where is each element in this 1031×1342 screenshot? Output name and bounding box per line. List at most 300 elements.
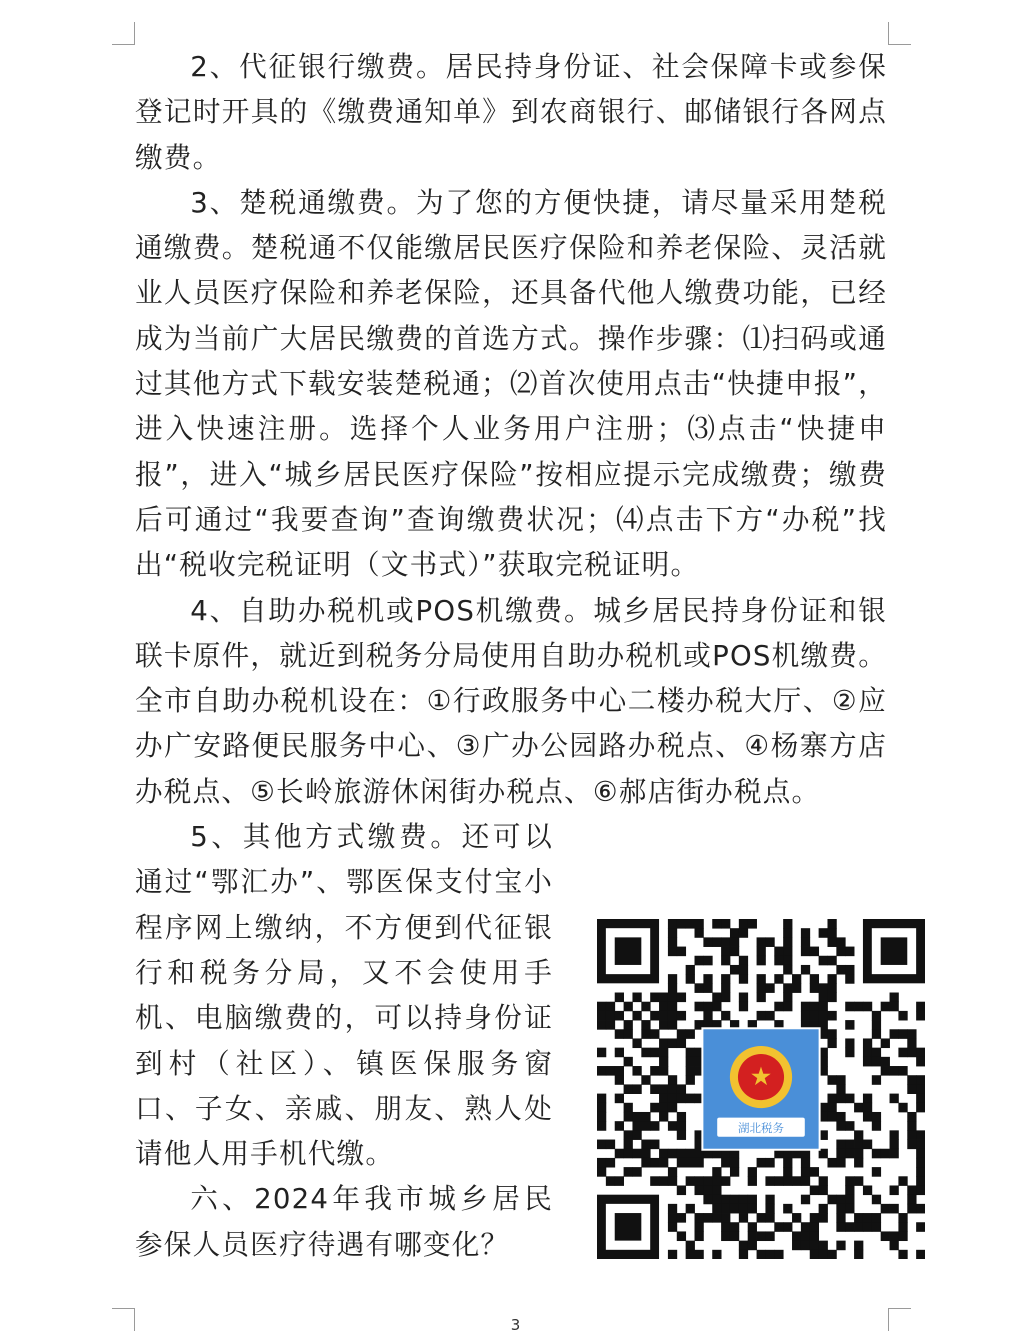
qr-module <box>916 1048 925 1058</box>
qr-module <box>774 956 783 966</box>
qr-module <box>686 919 695 929</box>
qr-module <box>845 1038 854 1048</box>
qr-module <box>916 1250 925 1259</box>
qr-module <box>695 1231 704 1241</box>
qr-module <box>801 1195 810 1205</box>
qr-module <box>739 974 748 984</box>
qr-module <box>739 1195 748 1205</box>
qr-module <box>624 1167 633 1177</box>
qr-module <box>845 1222 854 1232</box>
qr-module <box>792 974 801 984</box>
qr-module <box>819 1241 828 1251</box>
qr-module <box>668 1167 677 1177</box>
qr-module <box>827 974 836 984</box>
qr-module <box>641 1140 650 1150</box>
qr-module <box>739 928 748 938</box>
qr-module <box>810 947 819 957</box>
qr-module <box>863 1048 872 1058</box>
qr-module <box>881 1231 890 1241</box>
qr-module <box>632 1084 641 1094</box>
qr-module <box>650 1103 659 1113</box>
qr-module <box>597 1112 606 1122</box>
qr-module <box>810 1213 819 1223</box>
qr-module <box>872 1075 881 1085</box>
qr-module <box>739 1250 748 1259</box>
qr-module <box>907 1204 916 1214</box>
qr-module <box>881 1002 890 1012</box>
qr-module <box>827 1250 836 1259</box>
qr-module <box>597 1020 606 1030</box>
paragraph-other-payment: 5、其他方式缴费。还可以通过“鄂汇办”、鄂医保支付宝小程序网上缴纳，不方便到代征银行和税务分局，又不会使用手机、电脑缴费的，可以持身份证到村（社区）、镇医保服务窗口、子女、亲戚、朋友、熟人处请他人用手机代缴。 <box>135 820 553 1171</box>
qr-module <box>703 1213 712 1223</box>
qr-module <box>898 1213 907 1223</box>
qr-module <box>845 1048 854 1058</box>
qr-module <box>854 1130 863 1140</box>
qr-module <box>650 1011 659 1021</box>
qr-module <box>792 1213 801 1223</box>
qr-module <box>677 1094 686 1104</box>
qr-module <box>863 1222 872 1232</box>
qr-module <box>916 1158 925 1168</box>
qr-finder-core <box>615 937 642 965</box>
qr-module <box>783 1222 792 1232</box>
qr-module <box>624 1149 633 1159</box>
qr-module <box>872 1222 881 1232</box>
qr-module <box>677 919 686 929</box>
qr-module <box>836 1213 845 1223</box>
qr-module <box>641 1149 650 1159</box>
qr-module <box>836 1149 845 1159</box>
qr-module <box>898 1222 907 1232</box>
qr-module <box>863 1213 872 1223</box>
qr-module <box>810 1231 819 1241</box>
qr-module <box>819 983 828 993</box>
qr-module <box>650 1066 659 1076</box>
qr-module <box>686 1048 695 1058</box>
qr-module <box>765 1195 774 1205</box>
qr-module <box>819 1204 828 1214</box>
qr-module <box>624 1002 633 1012</box>
qr-module <box>916 1011 925 1021</box>
qr-module <box>650 1048 659 1058</box>
qr-module <box>854 1250 863 1259</box>
qr-module <box>845 1185 854 1195</box>
qr-module <box>907 1084 916 1094</box>
qr-module <box>765 1213 774 1223</box>
qr-module <box>757 1231 766 1241</box>
qr-module <box>881 1066 890 1076</box>
qr-module <box>916 1075 925 1085</box>
qr-module <box>695 1185 704 1195</box>
qr-module <box>801 1241 810 1251</box>
qr-module <box>783 947 792 957</box>
qr-module <box>703 983 712 993</box>
qr-module <box>641 1020 650 1030</box>
qr-module <box>890 1241 899 1251</box>
qr-module <box>624 1130 633 1140</box>
qr-module <box>827 919 836 929</box>
qr-module <box>668 1038 677 1048</box>
qr-module <box>801 965 810 975</box>
qr-module <box>641 1075 650 1085</box>
qr-module <box>615 1121 624 1131</box>
qr-module <box>827 956 836 966</box>
qr-module <box>757 956 766 966</box>
qr-module <box>845 1121 854 1131</box>
qr-module <box>730 965 739 975</box>
qr-finder-core <box>615 1213 642 1241</box>
qr-module <box>801 1167 810 1177</box>
qr-module <box>650 1084 659 1094</box>
qr-module <box>668 1222 677 1232</box>
qr-module <box>907 1130 916 1140</box>
qr-module <box>819 1176 828 1186</box>
qr-module <box>854 1002 863 1012</box>
qr-module <box>783 1002 792 1012</box>
qr-module <box>836 1084 845 1094</box>
qr-module <box>615 1149 624 1159</box>
qr-module <box>650 1029 659 1039</box>
qr-module <box>668 928 677 938</box>
qr-module <box>730 947 739 957</box>
qr-module <box>695 928 704 938</box>
qr-module <box>836 965 845 975</box>
qr-module <box>863 1185 872 1195</box>
qr-module <box>668 1020 677 1030</box>
qr-module <box>668 1213 677 1223</box>
qr-module <box>819 1185 828 1195</box>
qr-module <box>668 919 677 929</box>
qr-module <box>765 983 774 993</box>
qr-module <box>863 1057 872 1067</box>
qr-module <box>898 1103 907 1113</box>
qr-module <box>632 1121 641 1131</box>
emblem-star-icon: ★ <box>749 1061 773 1092</box>
qr-module <box>907 1140 916 1150</box>
qr-module <box>677 1011 686 1021</box>
qr-module <box>845 1094 854 1104</box>
qr-module <box>606 1140 615 1150</box>
qr-module <box>721 1176 730 1186</box>
qr-module <box>810 1185 819 1195</box>
qr-module <box>757 937 766 947</box>
qr-module <box>890 1002 899 1012</box>
qr-module <box>739 1241 748 1251</box>
qr-module <box>872 1057 881 1067</box>
qr-module <box>916 1084 925 1094</box>
qr-module <box>686 1066 695 1076</box>
qr-module <box>872 1029 881 1039</box>
qr-module <box>845 974 854 984</box>
qr-module <box>597 1094 606 1104</box>
qr-module <box>659 1002 668 1012</box>
qr-module <box>677 1231 686 1241</box>
qr-module <box>916 1140 925 1150</box>
qr-module <box>739 993 748 1003</box>
qr-finder-core <box>881 937 908 965</box>
qr-module <box>916 1185 925 1195</box>
qr-module <box>827 983 836 993</box>
qr-module <box>765 1231 774 1241</box>
qr-module <box>703 1011 712 1021</box>
qr-module <box>695 983 704 993</box>
qr-module <box>907 1029 916 1039</box>
qr-module <box>907 1121 916 1131</box>
qr-module <box>624 1112 633 1122</box>
qr-module <box>783 1167 792 1177</box>
qr-module <box>863 1140 872 1150</box>
qr-module <box>632 1066 641 1076</box>
qr-module <box>615 1176 624 1186</box>
qr-module <box>916 1204 925 1214</box>
qr-module <box>659 1094 668 1104</box>
qr-module <box>659 1057 668 1067</box>
qr-module <box>730 937 739 947</box>
qr-module <box>890 1149 899 1159</box>
qr-module <box>890 1185 899 1195</box>
qr-module <box>632 1112 641 1122</box>
qr-module <box>827 1158 836 1168</box>
qr-module <box>783 956 792 966</box>
qr-module <box>730 1158 739 1168</box>
qr-module <box>668 1075 677 1085</box>
qr-module <box>819 928 828 938</box>
qr-module <box>650 1140 659 1150</box>
paragraph-chushuitong-payment: 3、楚税通缴费。为了您的方便快捷，请尽量采用楚税通缴费。楚税通不仅能缴居民医疗保险和养老保险、灵活就业人员医疗保险和养老保险，还具备代他人缴费功能，已经成为当前广大居民缴费的首选方式。操作步骤：⑴扫码或通过其他方式下载安装楚税通；⑵首次使用点击“快捷申报”，进入快速注册。选择个人业务用户注册；⑶点击“快捷申报”，进入“城乡居民医疗保险”按相应提示完成缴费；缴费后可通过“我要查询”查询缴费状况；⑷点击下方“办税”找出“税收完税证明（文书式）”获取完税证明。 <box>135 185 887 582</box>
qr-module <box>615 1066 624 1076</box>
qr-module <box>686 1029 695 1039</box>
qr-module <box>898 1250 907 1259</box>
qr-module <box>730 1204 739 1214</box>
qr-module <box>695 1250 704 1259</box>
qr-module <box>916 1057 925 1067</box>
qr-module <box>677 1029 686 1039</box>
qr-module <box>872 1121 881 1131</box>
qr-module <box>881 1038 890 1048</box>
qr-module <box>890 1094 899 1104</box>
qr-module <box>890 1140 899 1150</box>
qr-module <box>659 1048 668 1058</box>
qr-module <box>765 1204 774 1214</box>
qr-module <box>916 1103 925 1113</box>
qr-module <box>641 1112 650 1122</box>
qr-module <box>845 1176 854 1186</box>
qr-module <box>916 1094 925 1104</box>
qr-module <box>659 1149 668 1159</box>
qr-module <box>677 947 686 957</box>
qr-module <box>890 1130 899 1140</box>
qr-module <box>677 1084 686 1094</box>
qr-module <box>703 956 712 966</box>
qr-module <box>890 1231 899 1241</box>
qr-module <box>703 937 712 947</box>
qr-module <box>686 1204 695 1214</box>
qr-module <box>783 983 792 993</box>
qr-module <box>801 1002 810 1012</box>
qr-module <box>748 1176 757 1186</box>
qr-module <box>597 1002 606 1012</box>
qr-module <box>872 1048 881 1058</box>
qr-module <box>650 993 659 1003</box>
qr-module <box>765 1176 774 1186</box>
qr-module <box>712 1185 721 1195</box>
qr-module <box>695 1213 704 1223</box>
qr-module <box>854 1140 863 1150</box>
qr-module <box>783 965 792 975</box>
qr-module <box>827 1029 836 1039</box>
qr-module <box>801 1222 810 1232</box>
qr-module <box>668 1121 677 1131</box>
qr-module <box>712 993 721 1003</box>
qr-module <box>686 1250 695 1259</box>
qr-module <box>845 1204 854 1214</box>
qr-module <box>668 1084 677 1094</box>
qr-module <box>898 1066 907 1076</box>
qr-module <box>872 1011 881 1021</box>
qr-module <box>907 1195 916 1205</box>
qr-module <box>881 1057 890 1067</box>
logo-caption: 湖北税务 <box>737 1121 785 1136</box>
qr-module <box>659 1158 668 1168</box>
qr-module <box>686 1158 695 1168</box>
qr-module <box>863 1112 872 1122</box>
qr-module <box>739 965 748 975</box>
qr-module <box>677 1158 686 1168</box>
qr-module <box>757 1250 766 1259</box>
qr-module <box>712 1195 721 1205</box>
qr-module <box>783 919 792 929</box>
qr-module <box>916 1130 925 1140</box>
qr-module <box>854 1213 863 1223</box>
qr-module <box>783 937 792 947</box>
qr-module <box>703 1002 712 1012</box>
qr-module <box>898 1011 907 1021</box>
qr-module <box>703 1195 712 1205</box>
qr-module <box>624 1140 633 1150</box>
qr-module <box>597 1103 606 1113</box>
qr-module <box>916 1002 925 1012</box>
qr-module <box>686 1094 695 1104</box>
qr-module <box>721 1213 730 1223</box>
qr-module <box>712 919 721 929</box>
qr-module <box>659 1038 668 1048</box>
qr-module <box>801 947 810 957</box>
qr-module <box>872 1167 881 1177</box>
qr-module <box>730 1195 739 1205</box>
qr-module <box>916 1167 925 1177</box>
qr-module <box>836 1112 845 1122</box>
qr-module <box>863 1038 872 1048</box>
qr-module <box>872 1213 881 1223</box>
qr-module <box>712 1204 721 1214</box>
qr-module <box>792 1176 801 1186</box>
qr-module <box>872 1020 881 1030</box>
qr-module <box>845 1020 854 1030</box>
qr-module <box>659 1176 668 1186</box>
qr-module <box>881 1149 890 1159</box>
qr-module <box>677 1149 686 1159</box>
qr-module <box>748 1204 757 1214</box>
qr-module <box>606 1066 615 1076</box>
qr-module <box>854 1158 863 1168</box>
section-heading-2024-changes: 六、2024年我市城乡居民参保人员医疗待遇有哪变化？ <box>135 1182 553 1261</box>
qr-module <box>890 993 899 1003</box>
qr-module <box>801 1231 810 1241</box>
qr-module <box>845 1149 854 1159</box>
qr-module <box>695 1222 704 1232</box>
qr-module <box>792 1231 801 1241</box>
qr-module <box>703 1185 712 1195</box>
qr-module <box>898 1176 907 1186</box>
qr-module <box>854 1149 863 1159</box>
qr-module <box>757 1011 766 1021</box>
qr-module <box>641 1002 650 1012</box>
qr-module <box>632 1167 641 1177</box>
qr-module <box>730 1167 739 1177</box>
qr-module <box>668 1204 677 1214</box>
qr-module <box>606 1002 615 1012</box>
qr-module <box>907 1075 916 1085</box>
qr-module <box>845 1002 854 1012</box>
qr-module <box>615 1029 624 1039</box>
qr-module <box>721 937 730 947</box>
qr-module <box>597 1158 606 1168</box>
qr-module <box>668 974 677 984</box>
qr-module <box>641 1048 650 1058</box>
qr-module <box>774 1222 783 1232</box>
qr-module <box>774 1250 783 1259</box>
qr-module <box>783 928 792 938</box>
qr-module <box>597 1011 606 1021</box>
qr-module <box>827 1094 836 1104</box>
qr-module <box>650 1158 659 1168</box>
qr-module <box>827 1038 836 1048</box>
qr-module <box>730 1231 739 1241</box>
qr-module <box>783 1204 792 1214</box>
qr-module <box>757 1213 766 1223</box>
qr-module <box>695 1002 704 1012</box>
qr-module <box>810 1002 819 1012</box>
qr-module <box>721 983 730 993</box>
qr-module <box>677 1130 686 1140</box>
qr-module <box>783 1158 792 1168</box>
qr-module <box>668 1011 677 1021</box>
top-left-crop-mark <box>112 22 135 45</box>
qr-module <box>597 1121 606 1131</box>
qr-code[interactable] <box>597 919 925 1259</box>
qr-module <box>872 1149 881 1159</box>
qr-module <box>819 1250 828 1259</box>
qr-module <box>739 919 748 929</box>
qr-module <box>606 1176 615 1186</box>
qr-module <box>703 1176 712 1186</box>
qr-module <box>686 1176 695 1186</box>
paragraph-self-service-payment: 4、自助办税机或POS机缴费。城乡居民持身份证和银联卡原件，就近到税务分局使用自助办税机或POS机缴费。全市自助办税机设在：①行政服务中心二楼办税大厅、②应办广安路便民服务中心、③广办公园路办税点、④杨寨方店办税点、⑤长岭旅游休闲街办税点、⑥郝店街办税点。 <box>135 593 887 808</box>
qr-module <box>597 1140 606 1150</box>
qr-module <box>916 1149 925 1159</box>
qr-module <box>659 1020 668 1030</box>
qr-module <box>721 1222 730 1232</box>
qr-module <box>641 1158 650 1168</box>
qr-module <box>757 993 766 1003</box>
qr-module <box>819 1002 828 1012</box>
qr-module <box>748 919 757 929</box>
qr-module <box>677 1121 686 1131</box>
qr-module <box>907 1038 916 1048</box>
qr-module <box>721 1158 730 1168</box>
qr-module <box>836 1121 845 1131</box>
qr-module <box>615 1094 624 1104</box>
